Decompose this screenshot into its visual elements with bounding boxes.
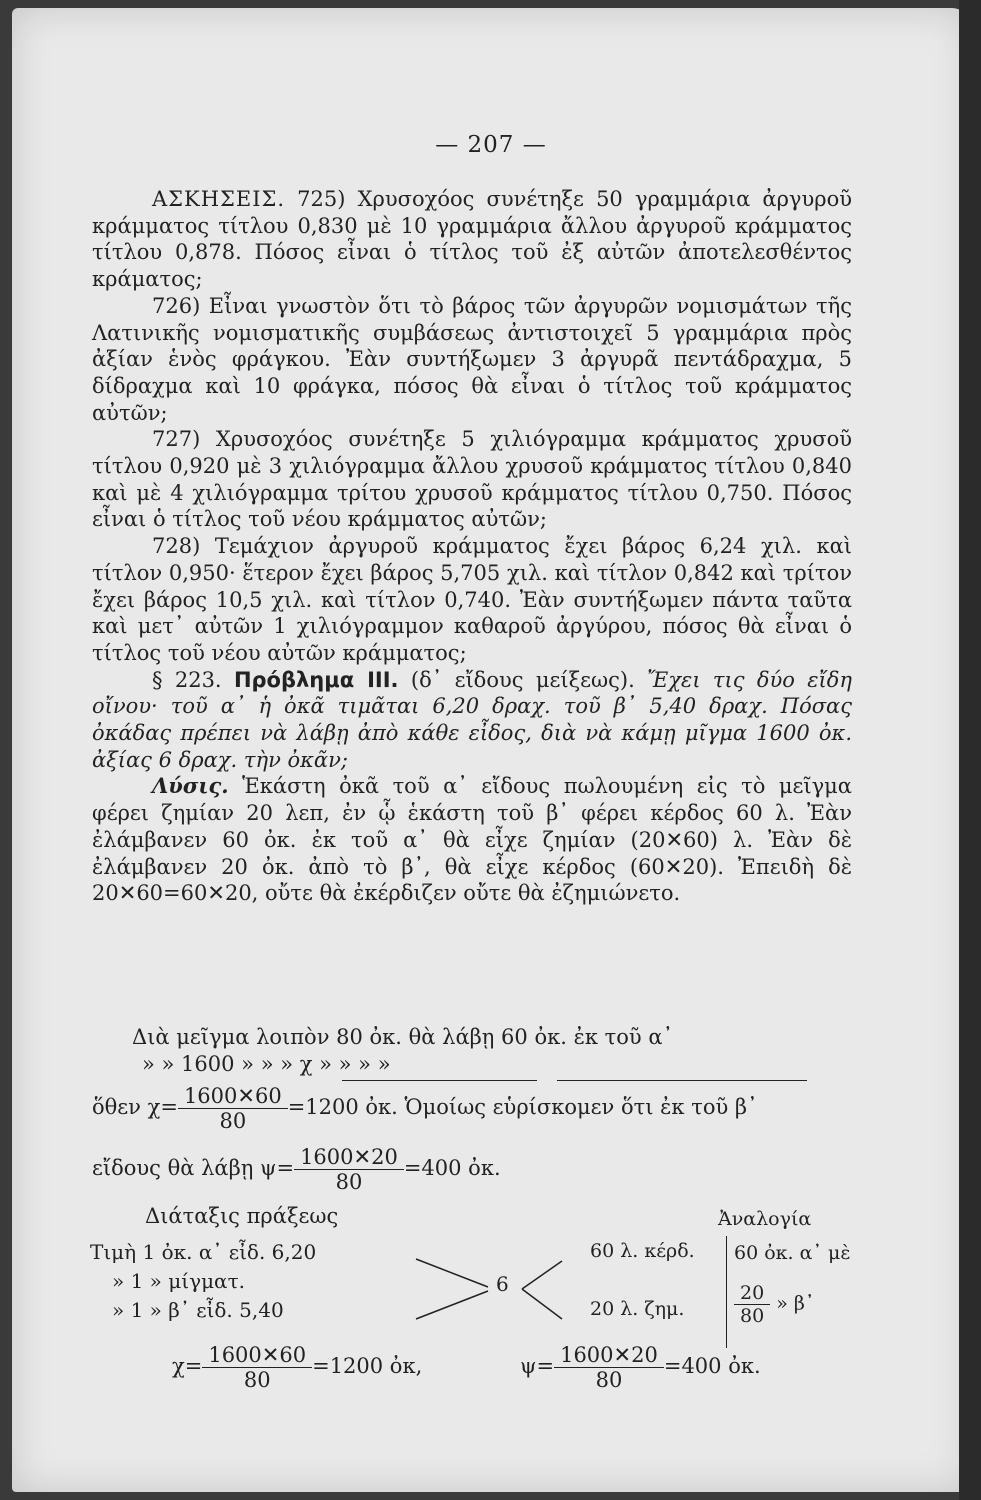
solution-text: Ἑκάστη ὀκᾶ τοῦ α᾽ εἴδους πωλουμένη εἰς τὸ μεῖγμα φέρει ζημίαν 20 λεπ, ἐν ᾧ ἑκάστη τοῦ β᾽ φέρει κέρδος 60 λ. Ἐὰν ἐλάμβανεν 60 ὀκ. ἐκ τοῦ α᾽ θὰ εἶχε ζημίαν (20✕60) λ. Ἐὰν δὲ ἐλάμβανεν 20 ὀκ. ἀπὸ τὸ β᾽, θὰ εἶχε κέρδος (60✕20). Ἐπειδὴ δὲ 20✕60=60✕20, οὔτε θὰ ἐκέρδιζεν οὔτε θὰ ἐζημιώνετο. xyxy=(92,774,852,906)
final-y-denominator: 80 xyxy=(595,1368,623,1392)
problem-text: Ἔχει τις δύο εἴδη οἴνου· τοῦ α᾽ ἡ ὀκᾶ τιμᾶται 6,20 δραχ. τοῦ β᾽ 5,40 δραχ. Πόσας ὀκάδας πρέπει νὰ λάβῃ ἀπὸ κάθε εἶδος, διὰ νὰ κάμῃ μῖγμα 1600 ὀκ. ἀξίας 6 δραχ. τὴν ὀκᾶν; xyxy=(92,667,852,772)
formula-x-suffix: =1200 ὀκ. Ὁμοίως εὑρίσκομεν ὅτι ἐκ τοῦ β᾽ xyxy=(287,1095,758,1119)
formula-y-denominator: 80 xyxy=(335,1170,363,1194)
proportion-row-1: Διὰ μεῖγμα λοιπὸν 80 ὀκ. θὰ λάβῃ 60 ὀκ. ἐκ τοῦ α᾽ xyxy=(132,1025,674,1049)
final-y-suffix: =400 ὀκ. xyxy=(663,1354,761,1378)
final-x-numerator: 1600✕60 xyxy=(202,1343,312,1368)
exercises-heading: ΑΣΚΗΣΕΙΣ. xyxy=(152,187,286,211)
final-y-prefix: ψ= xyxy=(520,1354,555,1378)
table-row-1: Τιμὴ 1 ὀκ. α᾽ εἶδ. 6,20 xyxy=(90,1240,317,1264)
exercise-725 xyxy=(92,186,852,293)
exercise-728: 728) Τεμάχιον ἀργυροῦ κράμματος ἔχει βάρος 6,24 χιλ. καὶ τίτλον 0,950· ἕτερον ἔχει βάρος 5,705 χιλ. καὶ τίτλον 0,842 καὶ τρίτον ἔχει βάρος 10,5 χιλ. καὶ τίτλον 0,740. Ἐὰν συντήξωμεν πάντα ταῦτα καὶ μετ᾽ αὐτῶν 1 χιλιόγραμμον καθαροῦ ἀργύρου, πόσος θὰ εἶναι ὁ τίτλος τοῦ νέου αὐτῶν κράμματος; xyxy=(92,534,852,665)
table-proportion-1: 60 ὀκ. α᾽ μὲ xyxy=(734,1242,851,1264)
formula-x-numerator: 1600✕60 xyxy=(178,1084,288,1109)
book-page xyxy=(12,8,970,1492)
table-divider xyxy=(726,1236,727,1348)
formula-y-prefix: εἴδους θὰ λάβῃ ψ= xyxy=(92,1156,295,1180)
solution-label: Λύσις. xyxy=(152,773,229,799)
formula-x-fraction xyxy=(178,1084,288,1133)
page-number: — 207 — xyxy=(435,132,547,158)
formula-x-denominator: 80 xyxy=(219,1109,247,1133)
formula-x xyxy=(92,1084,758,1133)
problem-title: Πρόβλημα ΙΙΙ. xyxy=(233,667,399,692)
exercise-725-text: 725) Χρυσοχόος συνέτηξε 50 γραμμάρια ἀργυροῦ κράμματος τίτλου 0,830 μὲ 10 γραμμάρια ἄλλου ἀργυροῦ κράμματος τίτλου 0,878. Πόσος εἶναι ὁ τίτλος τοῦ ἐξ αὐτῶν ἀποτελεσθέντος κράματος; xyxy=(92,187,852,292)
table-proportion-suffix: » β᾽ xyxy=(776,1292,815,1315)
final-x-denominator: 80 xyxy=(243,1368,271,1392)
problem-kind: (δ᾽ εἴδους μείξεως). xyxy=(410,667,635,692)
section-number: § 223. xyxy=(152,667,222,692)
table-proportion-denominator: 80 xyxy=(740,1305,765,1327)
table-loss: 20 λ. ζημ. xyxy=(590,1298,685,1320)
table-left-header: Διάταξις πράξεως xyxy=(145,1204,339,1228)
table-row-2: » 1 » μίγματ. xyxy=(112,1269,245,1293)
proportion-underline-2 xyxy=(557,1080,807,1081)
final-y-fraction xyxy=(554,1343,664,1392)
table-proportion-numerator: 20 xyxy=(734,1282,770,1305)
page-edge-shadow xyxy=(959,0,981,1500)
proportion-underline-1 xyxy=(342,1080,537,1081)
formula-y-fraction xyxy=(294,1145,404,1194)
table-center-price: 6 xyxy=(496,1272,509,1296)
table-row-3: » 1 » β᾽ εἶδ. 5,40 xyxy=(112,1298,284,1322)
problem-statement xyxy=(92,667,852,774)
final-y xyxy=(520,1343,761,1392)
final-x-fraction xyxy=(202,1343,312,1392)
table-right-header: Ἀναλογία xyxy=(718,1208,812,1230)
final-x-prefix: χ= xyxy=(172,1354,203,1378)
final-x xyxy=(172,1343,422,1392)
formula-y-suffix: =400 ὀκ. xyxy=(403,1156,501,1180)
formula-x-prefix: ὅθεν χ= xyxy=(92,1095,178,1119)
solution xyxy=(92,773,852,907)
formula-y xyxy=(92,1145,501,1194)
exercise-727: 727) Χρυσοχόος συνέτηξε 5 χιλιόγραμμα κράμματος χρυσοῦ τίτλου 0,920 μὲ 3 χιλιόγραμμα ἄλλου χρυσοῦ κράμματος τίτλου 0,840 καὶ μὲ 4 χιλιόγραμμα τρίτου χρυσοῦ κράμματος τίτλου 0,750. Πόσος εἶναι ὁ τίτλος τοῦ νέου κράμματος αὐτῶν; xyxy=(92,427,852,532)
text-body xyxy=(92,186,852,907)
proportion-row-2: » » 1600 » » » χ » » » » xyxy=(142,1052,391,1076)
final-y-numerator: 1600✕20 xyxy=(554,1343,664,1368)
table-gain: 60 λ. κέρδ. xyxy=(590,1240,695,1262)
formula-y-numerator: 1600✕20 xyxy=(294,1145,404,1170)
final-x-suffix: =1200 ὀκ, xyxy=(312,1354,423,1378)
table-proportion-fraction xyxy=(734,1282,770,1327)
exercise-726: 726) Εἶναι γνωστὸν ὅτι τὸ βάρος τῶν ἀργυρῶν νομισμάτων τῆς Λατινικῆς νομισματικῆς συμβάσεως ἀντιστοιχεῖ 5 γραμμάρια πρὸς ἀξίαν ἑνὸς φράγκου. Ἐὰν συντήξωμεν 3 ἀργυρᾶ πεντάδραχμα, 5 δίδραχμα καὶ 10 φράγκα, πόσος θὰ εἶναι ὁ τίτλος τοῦ κράμματος αὐτῶν; xyxy=(92,293,852,425)
table-proportion-2 xyxy=(734,1282,814,1327)
